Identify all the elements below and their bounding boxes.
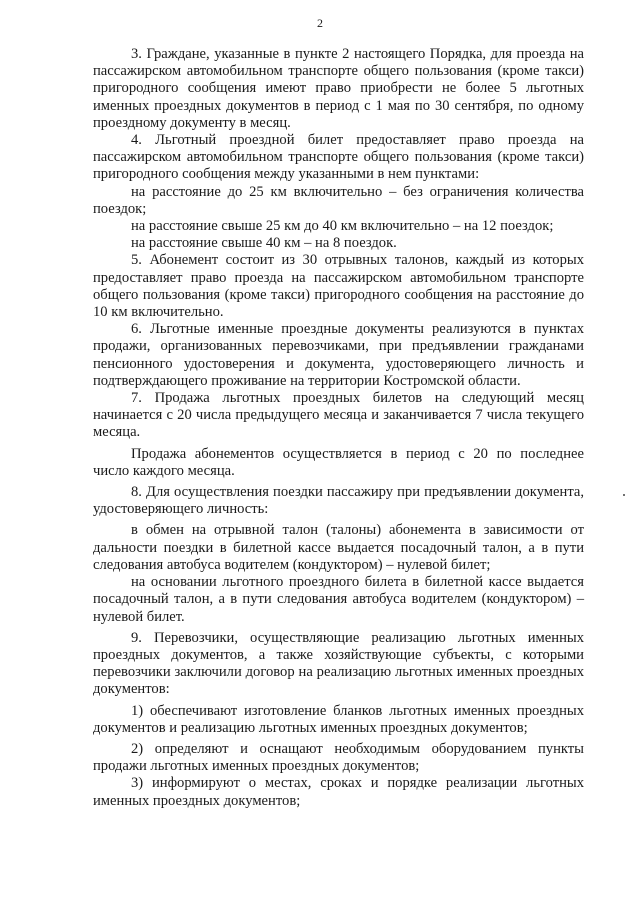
paragraph-8-coupon: в обмен на отрывной талон (талоны) абонемента в зависимости от дальности поездки в билетной кассе выдается посадочный талон, а в пути следования автобуса водителем (кондуктором) – нулевой билет; (93, 522, 584, 573)
paragraph-5: 5. Абонемент состоит из 30 отрывных талонов, каждый из которых предоставляет право проезда на пассажирском автомобильном транспорте общего пользования (кроме такси) пригородного сообщения на расстояние до 10 км включительно. (93, 252, 584, 321)
paragraph-7: 7. Продажа льготных проездных билетов на следующий месяц начинается с 20 числа предыдущего месяца и заканчивается 7 числа текущего месяца. (93, 390, 584, 441)
document-body (93, 46, 584, 810)
paragraph-9-item-2: 2) определяют и оснащают необходимым оборудованием пункты продажи льготных именных проездных документов; (93, 740, 584, 775)
paragraph-6: 6. Льготные именные проездные документы реализуются в пунктах продажи, организованных перевозчиками, при предъявлении гражданами пенсионного удостоверения и документа, удостоверяющего личность и подтверждающего проживание на территории Костромской области. (93, 321, 584, 389)
paragraph-4-distance-25: на расстояние до 25 км включительно – без ограничения количества поездок; (93, 183, 584, 217)
paragraph-3: 3. Граждане, указанные в пункте 2 настоящего Порядка, для проезда на пассажирском автомобильном транспорте общего пользования (кроме такси) пригородного сообщения имеют право приобрести не более 5 льготных именных проездных документов в период с 1 мая по 30 сентября, по одному проездному документу в месяц. (93, 46, 584, 131)
paragraph-8-ticket: на основании льготного проездного билета в билетной кассе выдается посадочный талон, а в пути следования автобуса водителем (кондуктором) – нулевой билет. (93, 574, 584, 625)
scan-speck (623, 494, 625, 496)
paragraph-4: 4. Льготный проездной билет предоставляет право проезда на пассажирском автомобильном транспорте общего пользования (кроме такси) пригородного сообщения между указанными в нем пунктами: (93, 132, 584, 183)
paragraph-9-item-3: 3) информируют о местах, сроках и порядке реализации льготных именных проездных документов; (93, 775, 584, 809)
paragraph-4-distance-25-40: на расстояние свыше 25 км до 40 км включительно – на 12 поездок; (131, 218, 554, 235)
paragraph-4-distance-40: на расстояние свыше 40 км – на 8 поездок. (131, 235, 397, 252)
paragraph-7-subscriptions: Продажа абонементов осуществляется в период с 20 по последнее число каждого месяца. (93, 445, 584, 479)
paragraph-9-item-1: 1) обеспечивают изготовление бланков льготных именных проездных документов и реализацию льготных именных проездных документов; (93, 702, 584, 736)
page-number: 2 (317, 16, 323, 30)
paragraph-9: 9. Перевозчики, осуществляющие реализацию льготных именных проездных документов, а также хозяйствующие субъекты, с которыми перевозчики заключили договор на реализацию льготных именных проездных документов: (93, 629, 584, 698)
paragraph-8: 8. Для осуществления поездки пассажиру при предъявлении документа, удостоверяющего личность: (93, 484, 584, 518)
